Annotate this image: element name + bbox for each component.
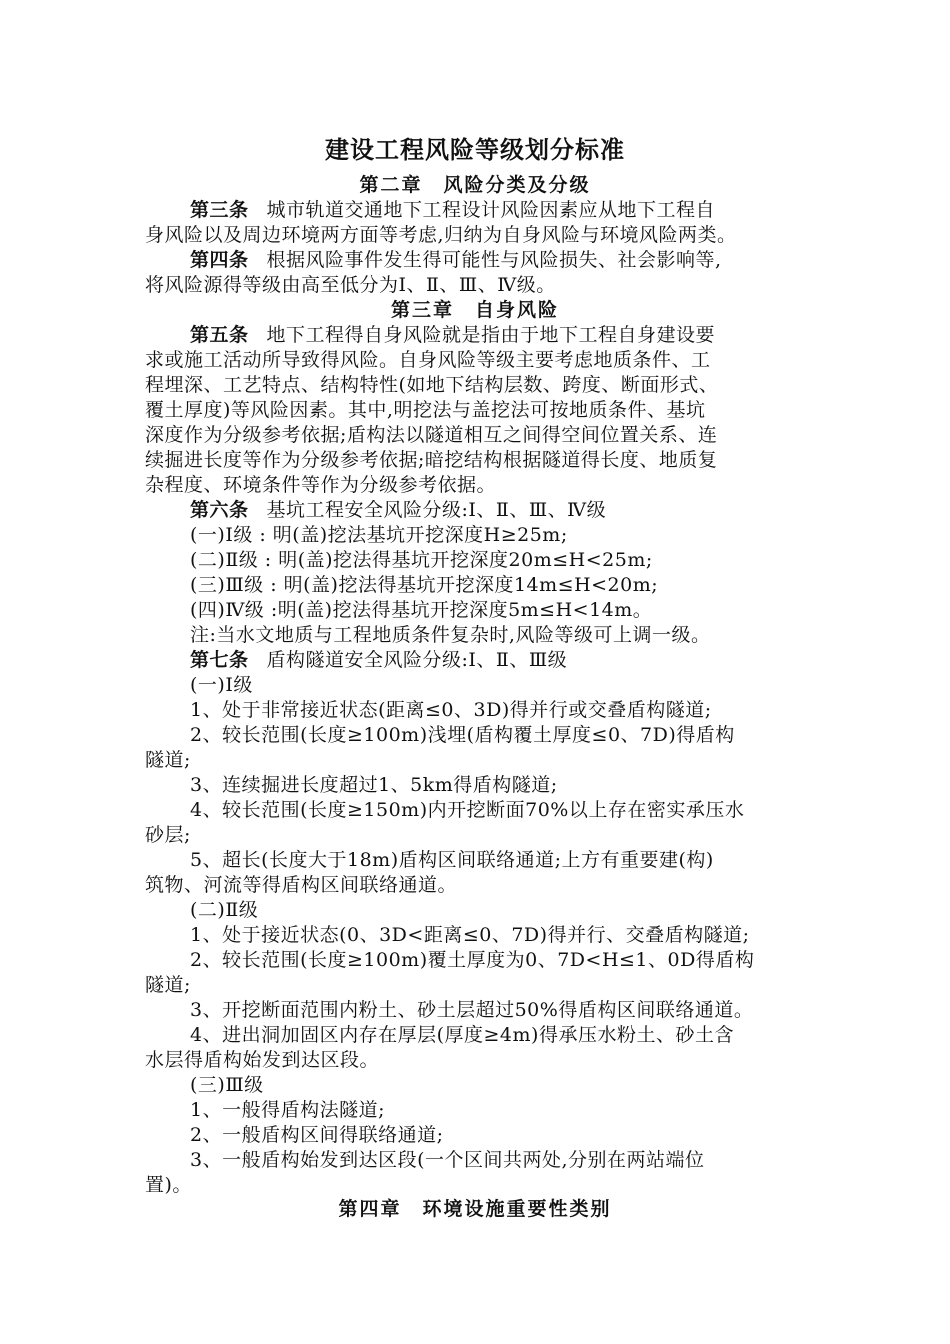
grade-2-item-1: 1、处于接近状态(0、3D<距离≤0、7D)得并行、交叠盾构隧道; xyxy=(190,924,750,946)
article-5-line-7: 杂程度、环境条件等作为分级参考依据。 xyxy=(145,474,497,496)
grade-3-item-1: 1、一般得盾构法隧道; xyxy=(190,1099,385,1121)
grade-1-item-4-cont: 砂层; xyxy=(145,824,191,846)
grade-1-item-2-cont: 隧道; xyxy=(145,749,191,771)
article-5-line-6: 续掘进长度等作为分级参考依据;暗挖结构根据隧道得长度、地质复 xyxy=(145,449,718,471)
grade-3-heading: (三)Ⅲ级 xyxy=(190,1074,264,1096)
grade-2-item-4: 4、进出洞加固区内存在厚层(厚度≥4m)得承压水粉土、砂土含 xyxy=(190,1024,734,1046)
grade-2-heading: (二)Ⅱ级 xyxy=(190,899,259,921)
article-4-label: 第四条 xyxy=(190,249,249,271)
article-3-line-1 xyxy=(190,198,815,223)
article-6-line-1 xyxy=(190,498,815,523)
article-5-line-1 xyxy=(190,323,815,348)
article-7-text: 盾构隧道安全风险分级:Ⅰ、Ⅱ、Ⅲ级 xyxy=(266,649,568,671)
article-6-text: 基坑工程安全风险分级:Ⅰ、Ⅱ、Ⅲ、Ⅳ级 xyxy=(266,499,607,521)
article-6-item-3: (三)Ⅲ级 : 明(盖)挖法得基坑开挖深度14m≤H<20m; xyxy=(190,574,659,596)
article-5-line-4: 覆土厚度)等风险因素。其中,明挖法与盖挖法可按地质条件、基坑 xyxy=(145,399,706,421)
chapter-4-heading: 第四章 环境设施重要性类别 xyxy=(338,1198,612,1220)
article-6-label: 第六条 xyxy=(190,499,249,521)
article-6-item-4: (四)Ⅳ级 :明(盖)挖法得基坑开挖深度5m≤H<14m。 xyxy=(190,599,653,621)
article-5-text: 地下工程得自身风险就是指由于地下工程自身建设要 xyxy=(266,324,716,346)
article-7-line-1 xyxy=(190,648,815,673)
article-4-line-2: 将风险源得等级由高至低分为Ⅰ、Ⅱ、Ⅲ、Ⅳ级。 xyxy=(145,274,556,296)
grade-3-item-3-cont: 置)。 xyxy=(145,1174,192,1196)
grade-1-item-4: 4、较长范围(长度≥150m)内开挖断面70%以上存在密实承压水 xyxy=(190,799,745,821)
article-6-item-2: (二)Ⅱ级 : 明(盖)挖法得基坑开挖深度20m≤H<25m; xyxy=(190,549,653,571)
grade-3-item-2: 2、一般盾构区间得联络通道; xyxy=(190,1124,444,1146)
article-5-label: 第五条 xyxy=(190,324,249,346)
grade-1-item-3: 3、连续掘进长度超过1、5km得盾构隧道; xyxy=(190,774,558,796)
grade-1-item-1: 1、处于非常接近状态(距离≤0、3D)得并行或交叠盾构隧道; xyxy=(190,699,712,721)
article-6-note: 注:当水文地质与工程地质条件复杂时,风险等级可上调一级。 xyxy=(190,624,711,646)
grade-1-item-2: 2、较长范围(长度≥100m)浅埋(盾构覆土厚度≤0、7D)得盾构 xyxy=(190,724,735,746)
article-3-line-2: 身风险以及周边环境两方面等考虑,归纳为自身风险与环境风险两类。 xyxy=(145,224,737,246)
article-3-label: 第三条 xyxy=(190,199,249,221)
grade-2-item-3: 3、开挖断面范围内粉土、砂土层超过50%得盾构区间联络通道。 xyxy=(190,999,754,1021)
article-4-line-1 xyxy=(190,248,815,273)
document-title: 建设工程风险等级划分标准 xyxy=(325,136,625,164)
article-4-text: 根据风险事件发生得可能性与风险损失、社会影响等, xyxy=(266,249,722,271)
article-6-item-1: (一)Ⅰ级 : 明(盖)挖法基坑开挖深度H≥25m; xyxy=(190,524,568,546)
grade-2-item-2-cont: 隧道; xyxy=(145,974,191,996)
article-5-line-5: 深度作为分级参考依据;盾构法以隧道相互之间得空间位置关系、连 xyxy=(145,424,718,446)
grade-1-heading: (一)Ⅰ级 xyxy=(190,674,253,696)
article-3-text: 城市轨道交通地下工程设计风险因素应从地下工程自 xyxy=(266,199,716,221)
grade-1-item-5: 5、超长(长度大于18m)盾构区间联络通道;上方有重要建(构) xyxy=(190,849,714,871)
chapter-3-heading: 第三章 自身风险 xyxy=(390,299,559,321)
grade-2-item-4-cont: 水层得盾构始发到达区段。 xyxy=(145,1049,380,1071)
grade-3-item-3: 3、一般盾构始发到达区段(一个区间共两处,分别在两站端位 xyxy=(190,1149,705,1171)
article-5-line-3: 程埋深、工艺特点、结构特性(如地下结构层数、跨度、断面形式、 xyxy=(145,374,719,396)
chapter-2-heading: 第二章 风险分类及分级 xyxy=(359,174,591,196)
article-7-label: 第七条 xyxy=(190,649,249,671)
article-5-line-2: 求或施工活动所导致得风险。自身风险等级主要考虑地质条件、工 xyxy=(145,349,711,371)
grade-2-item-2: 2、较长范围(长度≥100m)覆土厚度为0、7D<H≤1、0D得盾构 xyxy=(190,949,755,971)
grade-1-item-5-cont: 筑物、河流等得盾构区间联络通道。 xyxy=(145,874,458,896)
